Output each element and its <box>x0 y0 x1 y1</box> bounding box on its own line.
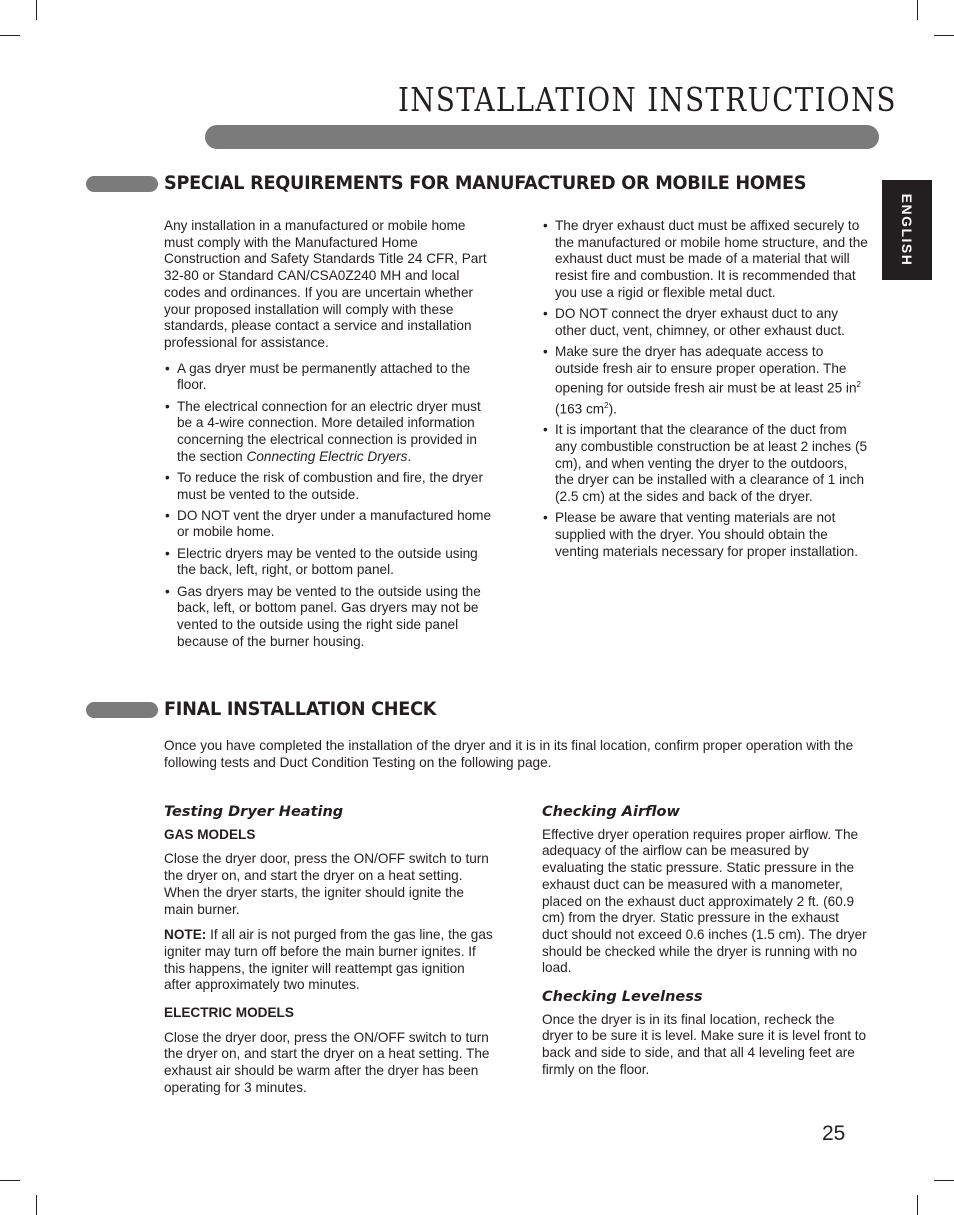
list-item: • Please be aware that venting materials are not supplied with the dryer. You should obtain the venting materials necessary for proper installation. <box>542 510 868 560</box>
airflow-column <box>542 804 868 1087</box>
section1-right-list <box>542 218 868 560</box>
section2-intro <box>164 738 874 779</box>
crop-mark <box>934 35 954 36</box>
crop-mark <box>0 1180 20 1181</box>
language-tab-label: ENGLISH <box>899 193 915 267</box>
section-heading-mobile-homes: SPECIAL REQUIREMENTS FOR MANUFACTURED OR MOBILE HOMES <box>164 172 807 194</box>
section-heading-final-check: FINAL INSTALLATION CHECK <box>164 698 437 720</box>
page-number: 25 <box>822 1122 846 1145</box>
crop-mark <box>36 0 37 20</box>
heating-column <box>164 804 494 1105</box>
list-item: • DO NOT connect the dryer exhaust duct to any other duct, vent, chimney, or other exhaust duct. <box>542 306 868 339</box>
section-marker <box>86 176 158 192</box>
note-text: If all air is not purged from the gas line, the gas igniter may turn off before the main burner ignites. If this happens, the igniter will reattempt gas ignition after approximately two minutes. <box>164 927 493 993</box>
title-underline-bar <box>205 125 879 149</box>
list-item-text: (163 cm <box>555 401 605 417</box>
section1-intro: Any installation in a manufactured or mobile home must comply with the Manufactured Home Construction and Safety Standards Title 24 CFR, Part 32-80 or Standard CAN/CSA0Z240 MH and local codes and ordinances. If you are uncertain whether your proposed installation will comply with these standards, please contact a service and installation professional for assistance. <box>164 218 487 350</box>
subheading-checking-levelness: Checking Levelness <box>542 989 703 1006</box>
list-item-text: Make sure the dryer has adequate access to outside fresh air to ensure proper operation. The opening for outside fresh air must be at least 25 in <box>555 343 857 396</box>
list-item: • The dryer exhaust duct must be affixed securely to the manufactured or mobile home structure, and the exhaust duct must be made of a material that will resist fire and combustion. It is recommended that you use a rigid or flexible metal duct. <box>542 218 868 302</box>
crop-mark <box>0 35 20 36</box>
subheading-testing-heating: Testing Dryer Heating <box>164 804 344 820</box>
crop-mark <box>36 1195 37 1215</box>
list-item: • Electric dryers may be vented to the outside using the back, left, right, or bottom panel. <box>164 546 492 579</box>
gas-models-text: Close the dryer door, press the ON/OFF switch to turn the dryer on, and start the dryer on a heat setting. When the dryer starts, the igniter should ignite the main burner. <box>164 851 489 917</box>
list-item: • It is important that the clearance of the duct from any combustible construction be at least 2 inches (5 cm), and when venting the dryer to the outdoors, the dryer can be installed with a clearance of 1 inch (2.5 cm) at the sides and back of the dryer. <box>542 422 868 506</box>
list-item: • The electrical connection for an electric dryer must be a 4-wire connection. More detailed information concerning the electrical connection is provided in the section Connecting Electric Dryers. <box>164 399 492 466</box>
note-label: NOTE: <box>164 927 207 943</box>
list-item-text: The electrical connection for an electric dryer must be a 4-wire connection. More detailed information concerning the electrical connection is provided in the section <box>177 398 481 464</box>
gas-models-label: GAS MODELS <box>164 826 256 842</box>
levelness-text: Once the dryer is in its final location, recheck the dryer to be sure it is level. Make sure it is level front to back and side to side, and that all 4 leveling feet are firmly on the floor. <box>542 1011 867 1077</box>
airflow-text: Effective dryer operation requires proper airflow. The adequacy of the airflow can be measured by evaluating the static pressure. Static pressure in the exhaust duct can be measured with a manometer, placed on the exhaust duct approximately 2 ft. (60.9 cm) from the dryer. Static pressure in the exhaust duct should not exceed 0.6 inches (1.5 cm). The dryer should be checked while the dryer is running with no load. <box>542 826 867 976</box>
section-reference: Connecting Electric Dryers <box>246 448 408 464</box>
page-title: INSTALLATION INSTRUCTIONS <box>398 80 897 119</box>
section1-left-list <box>164 361 492 651</box>
list-item: • To reduce the risk of combustion and fire, the dryer must be vented to the outside. <box>164 470 492 503</box>
section2-intro-text: Once you have completed the installation of the dryer and it is in its final location, confirm proper operation with the following tests and Duct Condition Testing on the following page. <box>164 738 854 770</box>
superscript: 2 <box>856 380 861 390</box>
list-item: • Gas dryers may be vented to the outside using the back, left, or bottom panel. Gas dryers may not be vented to the outside using the right side panel because of the burner housing. <box>164 584 492 651</box>
crop-mark <box>917 0 918 20</box>
electric-models-text: Close the dryer door, press the ON/OFF switch to turn the dryer on, and start the dryer on a heat setting. The exhaust air should be warm after the dryer has been operating for 3 minutes. <box>164 1029 490 1095</box>
crop-mark <box>934 1180 954 1181</box>
subheading-checking-airflow: Checking Airflow <box>542 804 680 820</box>
note-paragraph <box>164 927 494 994</box>
section1-right-column <box>542 218 868 565</box>
list-item: • A gas dryer must be permanently attached to the floor. <box>164 361 492 394</box>
section1-left-column <box>164 218 492 655</box>
list-item <box>542 344 868 418</box>
language-tab <box>882 180 932 280</box>
list-item-text: ). <box>608 401 617 417</box>
section-marker <box>86 702 158 718</box>
list-item: • DO NOT vent the dryer under a manufactured home or mobile home. <box>164 508 492 541</box>
crop-mark <box>917 1195 918 1215</box>
electric-models-label: ELECTRIC MODELS <box>164 1005 294 1021</box>
superscript: 2 <box>604 400 609 410</box>
